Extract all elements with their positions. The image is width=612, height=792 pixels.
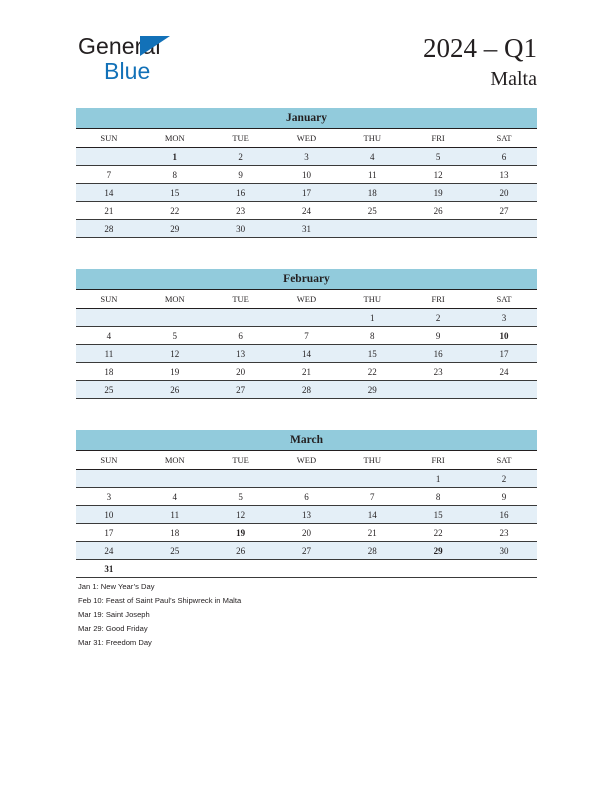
month-title: February [76,269,537,290]
day-cell-12[interactable]: 12 [405,166,471,184]
day-cell-14[interactable]: 14 [274,345,340,363]
day-cell-empty [76,148,142,166]
day-cell-empty [142,470,208,488]
day-cell-1[interactable]: 1 [142,148,208,166]
day-cell-2[interactable]: 2 [405,309,471,327]
weekday-header-sat: SAT [471,451,537,470]
day-cell-empty [274,560,340,578]
day-cell-18[interactable]: 18 [339,184,405,202]
day-cell-29[interactable]: 29 [339,381,405,399]
week-row [76,363,537,381]
page-title-block [423,32,537,92]
month-block-february [76,269,537,399]
day-cell-9[interactable]: 9 [471,488,537,506]
day-cell-empty [274,470,340,488]
holiday-legend-item: Mar 29: Good Friday [78,624,148,633]
page-title: 2024 – Q1 [423,33,537,63]
day-cell-29[interactable]: 29 [405,542,471,560]
day-cell-24[interactable]: 24 [274,202,340,220]
day-cell-18[interactable]: 18 [142,524,208,542]
weekday-header-thu: THU [339,290,405,309]
week-row [76,560,537,578]
day-cell-5[interactable]: 5 [208,488,274,506]
day-cell-2[interactable]: 2 [471,470,537,488]
day-cell-16[interactable]: 16 [405,345,471,363]
day-cell-empty [405,560,471,578]
weekday-header-sun: SUN [76,451,142,470]
day-cell-18[interactable]: 18 [76,363,142,381]
day-cell-empty [471,381,537,399]
day-cell-7[interactable]: 7 [76,166,142,184]
holiday-legend-item: Jan 1: New Year’s Day [78,582,155,591]
day-cell-empty [405,220,471,238]
day-cell-20[interactable]: 20 [208,363,274,381]
day-cell-13[interactable]: 13 [471,166,537,184]
day-cell-17[interactable]: 17 [471,345,537,363]
holiday-legend-item: Feb 10: Feast of Saint Paul’s Shipwreck in Malta [78,596,242,605]
holiday-legend-item: Mar 19: Saint Joseph [78,610,150,619]
day-cell-6[interactable]: 6 [471,148,537,166]
day-cell-25[interactable]: 25 [76,381,142,399]
week-row [76,309,537,327]
day-cell-11[interactable]: 11 [142,506,208,524]
month-grid [76,451,537,578]
day-cell-22[interactable]: 22 [405,524,471,542]
weekday-header-thu: THU [339,129,405,148]
day-cell-31[interactable]: 31 [274,220,340,238]
weekday-header-wed: WED [274,290,340,309]
month-grid [76,290,537,399]
day-cell-8[interactable]: 8 [405,488,471,506]
general-blue-logo [78,33,278,85]
day-cell-empty [471,220,537,238]
day-cell-25[interactable]: 25 [142,542,208,560]
day-cell-14[interactable]: 14 [339,506,405,524]
week-row [76,184,537,202]
week-row [76,524,537,542]
day-cell-27[interactable]: 27 [471,202,537,220]
weekday-header-tue: TUE [208,129,274,148]
weekday-header-fri: FRI [405,290,471,309]
day-cell-3[interactable]: 3 [76,488,142,506]
day-cell-30[interactable]: 30 [471,542,537,560]
week-row [76,148,537,166]
day-cell-24[interactable]: 24 [76,542,142,560]
day-cell-22[interactable]: 22 [339,363,405,381]
day-cell-28[interactable]: 28 [76,220,142,238]
day-cell-6[interactable]: 6 [208,327,274,345]
day-cell-3[interactable]: 3 [274,148,340,166]
week-row [76,220,537,238]
day-cell-27[interactable]: 27 [208,381,274,399]
day-cell-19[interactable]: 19 [208,524,274,542]
day-cell-25[interactable]: 25 [339,202,405,220]
day-cell-empty [142,309,208,327]
day-cell-23[interactable]: 23 [471,524,537,542]
day-cell-26[interactable]: 26 [405,202,471,220]
weekday-header-mon: MON [142,290,208,309]
day-cell-4[interactable]: 4 [142,488,208,506]
day-cell-empty [471,560,537,578]
day-cell-15[interactable]: 15 [405,506,471,524]
day-cell-20[interactable]: 20 [471,184,537,202]
day-cell-24[interactable]: 24 [471,363,537,381]
day-cell-empty [76,470,142,488]
logo-text-general: General [78,33,161,59]
weekday-header-row [76,290,537,309]
day-cell-27[interactable]: 27 [274,542,340,560]
week-row [76,327,537,345]
weekday-header-sun: SUN [76,129,142,148]
day-cell-16[interactable]: 16 [208,184,274,202]
day-cell-20[interactable]: 20 [274,524,340,542]
day-cell-10[interactable]: 10 [274,166,340,184]
day-cell-empty [339,470,405,488]
day-cell-13[interactable]: 13 [208,345,274,363]
day-cell-17[interactable]: 17 [76,524,142,542]
day-cell-15[interactable]: 15 [142,184,208,202]
day-cell-9[interactable]: 9 [405,327,471,345]
day-cell-16[interactable]: 16 [471,506,537,524]
day-cell-11[interactable]: 11 [76,345,142,363]
day-cell-10[interactable]: 10 [471,327,537,345]
day-cell-14[interactable]: 14 [76,184,142,202]
weekday-header-row [76,451,537,470]
day-cell-3[interactable]: 3 [471,309,537,327]
day-cell-empty [208,470,274,488]
day-cell-7[interactable]: 7 [339,488,405,506]
quarter-calendar-container [76,108,537,609]
day-cell-28[interactable]: 28 [274,381,340,399]
day-cell-19[interactable]: 19 [405,184,471,202]
day-cell-1[interactable]: 1 [405,470,471,488]
day-cell-empty [405,381,471,399]
weekday-header-mon: MON [142,129,208,148]
day-cell-empty [208,560,274,578]
day-cell-21[interactable]: 21 [339,524,405,542]
day-cell-13[interactable]: 13 [274,506,340,524]
day-cell-empty [76,309,142,327]
weekday-header-row [76,129,537,148]
day-cell-12[interactable]: 12 [142,345,208,363]
day-cell-30[interactable]: 30 [208,220,274,238]
holiday-legend-item: Mar 31: Freedom Day [78,638,152,647]
day-cell-6[interactable]: 6 [274,488,340,506]
weekday-header-fri: FRI [405,451,471,470]
day-cell-21[interactable]: 21 [76,202,142,220]
day-cell-21[interactable]: 21 [274,363,340,381]
day-cell-empty [339,560,405,578]
day-cell-12[interactable]: 12 [208,506,274,524]
weekday-header-tue: TUE [208,451,274,470]
day-cell-29[interactable]: 29 [142,220,208,238]
day-cell-empty [339,220,405,238]
page-subtitle-country: Malta [490,68,537,90]
day-cell-4[interactable]: 4 [339,148,405,166]
day-cell-22[interactable]: 22 [142,202,208,220]
day-cell-5[interactable]: 5 [405,148,471,166]
day-cell-11[interactable]: 11 [339,166,405,184]
day-cell-17[interactable]: 17 [274,184,340,202]
day-cell-8[interactable]: 8 [339,327,405,345]
day-cell-empty [208,309,274,327]
page-header [0,0,612,105]
day-cell-31[interactable]: 31 [76,560,142,578]
day-cell-10[interactable]: 10 [76,506,142,524]
day-cell-1[interactable]: 1 [339,309,405,327]
day-cell-8[interactable]: 8 [142,166,208,184]
day-cell-15[interactable]: 15 [339,345,405,363]
weekday-header-thu: THU [339,451,405,470]
month-title: January [76,108,537,129]
holiday-legend [78,580,498,650]
weekday-header-tue: TUE [208,290,274,309]
weekday-header-mon: MON [142,451,208,470]
weekday-header-fri: FRI [405,129,471,148]
week-row [76,202,537,220]
logo-text-blue: Blue [104,58,151,84]
day-cell-23[interactable]: 23 [405,363,471,381]
day-cell-5[interactable]: 5 [142,327,208,345]
day-cell-9[interactable]: 9 [208,166,274,184]
day-cell-23[interactable]: 23 [208,202,274,220]
week-row [76,166,537,184]
week-row [76,542,537,560]
day-cell-26[interactable]: 26 [208,542,274,560]
day-cell-26[interactable]: 26 [142,381,208,399]
day-cell-19[interactable]: 19 [142,363,208,381]
week-row [76,506,537,524]
weekday-header-wed: WED [274,129,340,148]
month-grid [76,129,537,238]
day-cell-28[interactable]: 28 [339,542,405,560]
day-cell-4[interactable]: 4 [76,327,142,345]
week-row [76,381,537,399]
blue-triangle-icon [140,36,170,56]
weekday-header-wed: WED [274,451,340,470]
day-cell-2[interactable]: 2 [208,148,274,166]
week-row [76,488,537,506]
month-title: March [76,430,537,451]
month-block-march [76,430,537,578]
day-cell-7[interactable]: 7 [274,327,340,345]
weekday-header-sun: SUN [76,290,142,309]
day-cell-empty [274,309,340,327]
weekday-header-sat: SAT [471,290,537,309]
month-block-january [76,108,537,238]
week-row [76,470,537,488]
day-cell-empty [142,560,208,578]
week-row [76,345,537,363]
weekday-header-sat: SAT [471,129,537,148]
